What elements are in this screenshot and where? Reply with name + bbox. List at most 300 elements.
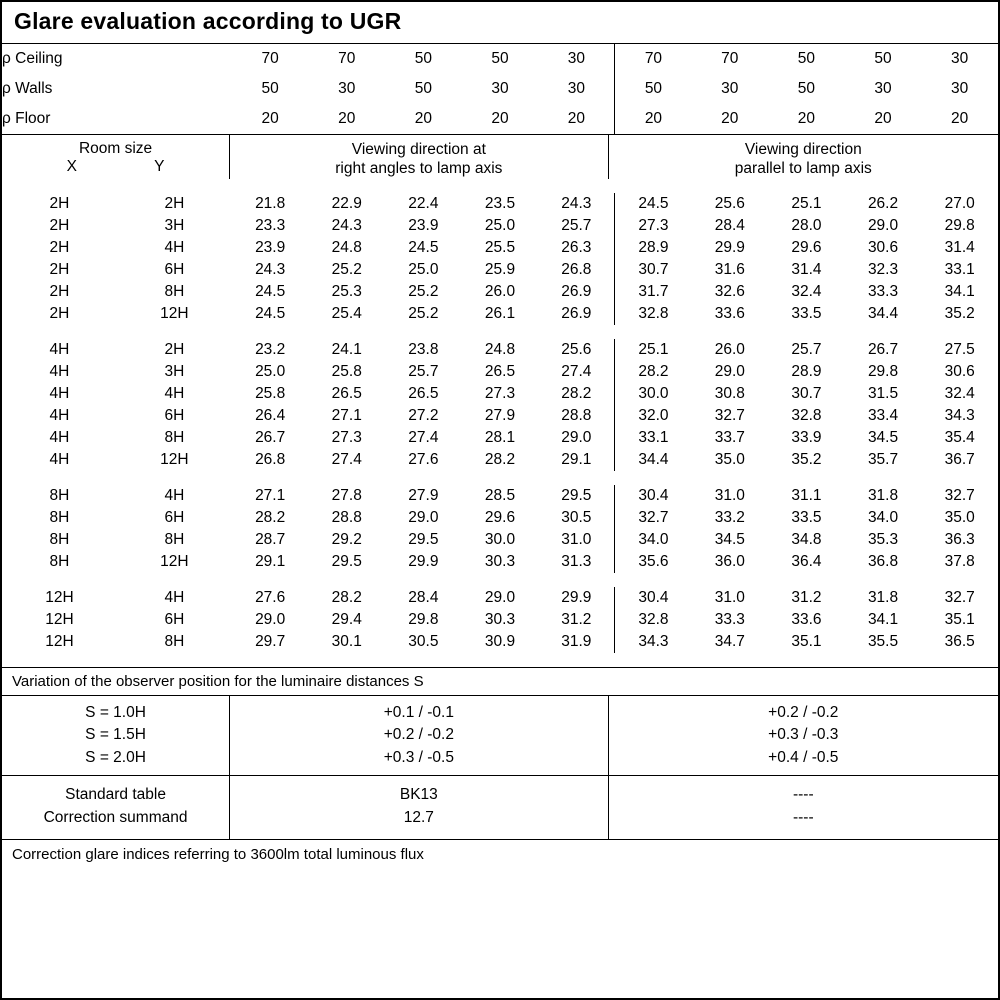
cell: 24.1 (331, 340, 362, 358)
rho-walls-v3: 50 (414, 80, 432, 97)
cell: 32.4 (791, 282, 822, 300)
cell: 29.6 (484, 508, 516, 526)
correction-perpendicular: 12.7 (403, 808, 434, 826)
table-row (2, 361, 998, 383)
standard-parallel (608, 776, 998, 839)
cell: 22.9 (331, 194, 362, 212)
cell: 24.3 (255, 260, 286, 278)
cell: 33.6 (714, 304, 745, 322)
rho-floor-label: ρ Floor (2, 110, 51, 127)
cell: 27.3 (615, 215, 692, 237)
cell: 28.2 (615, 361, 692, 383)
variation-par-3: +0.4 / -0.5 (768, 748, 839, 766)
cell: 32.7 (615, 507, 692, 529)
cell: 27.4 (331, 450, 362, 468)
cell: 27.8 (331, 486, 362, 504)
standard-table-block (2, 776, 998, 839)
room-size-header (2, 135, 229, 179)
cell: 29.0 (408, 508, 439, 526)
cell: 25.8 (331, 362, 362, 380)
cell: 33.5 (791, 508, 822, 526)
cell: 30.3 (484, 610, 516, 628)
table-row (2, 609, 998, 631)
cell: 23.2 (255, 340, 286, 358)
cell: 35.2 (944, 304, 975, 322)
cell: 27.0 (944, 194, 975, 212)
cell: 33.5 (791, 304, 822, 322)
rho-floor-v2: 20 (338, 110, 356, 127)
cell: 32.8 (791, 406, 822, 424)
cell: 29.0 (867, 216, 899, 234)
cell: 30.3 (484, 552, 516, 570)
cell: 26.3 (561, 238, 592, 256)
table-row (2, 405, 998, 427)
row-y: 6H (164, 260, 185, 278)
cell: 31.8 (867, 486, 899, 504)
standard-table-parallel: ---- (792, 786, 814, 804)
cell: 34.0 (867, 508, 899, 526)
variation-perp-2: +0.2 / -0.2 (383, 726, 454, 744)
variation-perp-3: +0.3 / -0.5 (383, 748, 454, 766)
cell: 34.7 (714, 632, 745, 650)
cell: 36.5 (944, 632, 975, 650)
row-x: 4H (49, 340, 70, 358)
standard-table-label: Standard table (65, 786, 166, 804)
cell: 25.3 (331, 282, 362, 300)
variation-label-2: S = 1.5H (85, 726, 146, 744)
row-y: 3H (164, 362, 185, 380)
cell: 29.2 (331, 530, 362, 548)
cell: 24.5 (408, 238, 439, 256)
row-y: 4H (164, 486, 185, 504)
cell: 35.5 (867, 632, 899, 650)
correction-summand-label: Correction summand (43, 808, 188, 826)
viewing-direction-parallel-header (608, 135, 998, 179)
rho-floor-v4: 20 (491, 110, 509, 127)
room-size-y-label: Y (154, 158, 165, 175)
row-x: 12H (45, 588, 74, 606)
cell: 32.4 (944, 384, 975, 402)
cell: 31.2 (561, 610, 592, 628)
cell: 28.9 (791, 362, 822, 380)
cell: 31.7 (615, 281, 692, 303)
rho-walls-v1: 50 (261, 80, 279, 97)
cell: 31.0 (714, 588, 745, 606)
cell: 26.7 (867, 340, 899, 358)
cell: 35.2 (791, 450, 822, 468)
reflectance-table (2, 44, 998, 134)
table-row (2, 427, 998, 449)
row-x: 12H (45, 610, 74, 628)
cell: 36.0 (714, 552, 745, 570)
cell: 30.4 (615, 485, 692, 507)
direction-1-line-1: Viewing direction at (351, 141, 486, 158)
cell: 26.2 (867, 194, 899, 212)
cell: 35.4 (944, 428, 975, 446)
cell: 34.8 (791, 530, 822, 548)
cell: 29.0 (484, 588, 516, 606)
variation-perpendicular (229, 696, 607, 775)
rho-walls-v7: 30 (721, 80, 739, 97)
row-x: 4H (49, 450, 70, 468)
row-y: 8H (164, 632, 185, 650)
cell: 22.4 (408, 194, 439, 212)
cell: 28.9 (615, 237, 692, 259)
variation-par-1: +0.2 / -0.2 (768, 703, 839, 721)
table-row (2, 74, 998, 104)
rho-walls-label: ρ Walls (2, 80, 53, 97)
cell: 35.6 (615, 551, 692, 573)
cell: 25.0 (255, 362, 286, 380)
cell: 25.0 (484, 216, 516, 234)
spacer (2, 325, 998, 339)
spacer (2, 653, 998, 667)
rho-ceiling-v6: 70 (615, 44, 692, 74)
row-x: 2H (49, 304, 70, 322)
cell: 27.4 (561, 362, 592, 380)
table-row (2, 237, 998, 259)
cell: 27.6 (408, 450, 439, 468)
cell: 29.9 (408, 552, 439, 570)
table-row (2, 339, 998, 361)
cell: 29.9 (561, 588, 592, 606)
row-x: 12H (45, 632, 74, 650)
cell: 25.2 (408, 282, 439, 300)
rho-ceiling-v1: 70 (261, 50, 279, 67)
cell: 28.4 (714, 216, 745, 234)
cell: 26.0 (484, 282, 516, 300)
cell: 32.6 (714, 282, 745, 300)
row-x: 4H (49, 428, 70, 446)
rho-walls-v10: 30 (951, 80, 969, 97)
cell: 29.4 (331, 610, 362, 628)
cell: 24.8 (331, 238, 362, 256)
cell: 31.5 (867, 384, 899, 402)
rho-floor-v5: 20 (567, 110, 585, 127)
cell: 31.4 (791, 260, 822, 278)
cell: 29.0 (255, 610, 286, 628)
cell: 34.0 (615, 529, 692, 551)
cell: 25.6 (714, 194, 745, 212)
spacer (2, 179, 998, 193)
row-x: 2H (49, 216, 70, 234)
cell: 34.1 (867, 610, 899, 628)
cell: 32.3 (867, 260, 899, 278)
row-x: 8H (49, 508, 70, 526)
direction-1-line-2: right angles to lamp axis (335, 160, 503, 178)
cell: 35.3 (867, 530, 899, 548)
cell: 29.0 (714, 362, 745, 380)
cell: 37.8 (944, 552, 975, 570)
viewing-direction-perpendicular-header (229, 135, 607, 179)
cell: 31.2 (791, 588, 822, 606)
cell: 33.4 (867, 406, 899, 424)
cell: 31.8 (867, 588, 899, 606)
row-y: 4H (164, 238, 185, 256)
cell: 30.4 (615, 587, 692, 609)
variation-perp-1: +0.1 / -0.1 (383, 703, 454, 721)
room-size-label: Room size (78, 140, 153, 157)
rho-floor-v6: 20 (615, 104, 692, 134)
cell: 29.8 (867, 362, 899, 380)
cell: 27.9 (408, 486, 439, 504)
correction-parallel: ---- (792, 808, 814, 826)
cell: 34.3 (944, 406, 975, 424)
room-size-x-label: X (66, 158, 77, 175)
row-y: 3H (164, 216, 185, 234)
variation-note: Variation of the observer position for the luminaire distances S (12, 672, 424, 690)
rho-ceiling-v2: 70 (338, 50, 356, 67)
rho-walls-v9: 30 (874, 80, 892, 97)
table-row (2, 507, 998, 529)
cell: 28.1 (484, 428, 516, 446)
cell: 29.5 (561, 486, 592, 504)
cell: 29.0 (561, 428, 592, 446)
cell: 29.5 (408, 530, 439, 548)
cell: 28.2 (255, 508, 286, 526)
cell: 25.5 (484, 238, 516, 256)
row-x: 8H (49, 530, 70, 548)
cell: 23.9 (408, 216, 439, 234)
rho-walls-v6: 50 (615, 74, 692, 104)
cell: 31.3 (561, 552, 592, 570)
cell: 28.8 (331, 508, 362, 526)
row-x: 2H (49, 282, 70, 300)
cell: 26.8 (255, 450, 286, 468)
cell: 24.5 (615, 193, 692, 215)
cell: 23.9 (255, 238, 286, 256)
standard-table-perpendicular: BK13 (399, 786, 438, 804)
direction-2-line-1: Viewing direction (744, 141, 862, 158)
cell: 25.8 (255, 384, 286, 402)
spacer (2, 471, 998, 485)
row-y: 12H (160, 304, 189, 322)
rho-walls-v5: 30 (567, 80, 585, 97)
cell: 33.1 (944, 260, 975, 278)
rho-ceiling-v5: 30 (567, 50, 585, 67)
table-row (2, 587, 998, 609)
table-row (2, 383, 998, 405)
cell: 24.3 (331, 216, 362, 234)
rho-ceiling-label: ρ Ceiling (2, 50, 63, 67)
cell: 32.8 (615, 303, 692, 325)
cell: 33.1 (615, 427, 692, 449)
cell: 25.9 (484, 260, 516, 278)
cell: 25.6 (561, 340, 592, 358)
cell: 27.6 (255, 588, 286, 606)
cell: 30.6 (867, 238, 899, 256)
cell: 34.3 (615, 631, 692, 653)
cell: 25.2 (331, 260, 362, 278)
rho-ceiling-v4: 50 (491, 50, 509, 67)
cell: 27.1 (255, 486, 286, 504)
cell: 29.8 (944, 216, 975, 234)
cell: 34.1 (944, 282, 975, 300)
table-row (2, 631, 998, 653)
rho-floor-v1: 20 (261, 110, 279, 127)
rho-walls-v4: 30 (491, 80, 509, 97)
cell: 27.1 (331, 406, 362, 424)
cell: 25.4 (331, 304, 362, 322)
cell: 34.5 (714, 530, 745, 548)
cell: 24.5 (255, 282, 286, 300)
cell: 30.5 (561, 508, 592, 526)
cell: 25.2 (408, 304, 439, 322)
cell: 35.1 (791, 632, 822, 650)
table-row (2, 215, 998, 237)
cell: 30.9 (484, 632, 516, 650)
cell: 25.1 (791, 194, 822, 212)
row-y: 8H (164, 530, 185, 548)
row-y: 6H (164, 406, 185, 424)
cell: 25.7 (408, 362, 439, 380)
cell: 30.5 (408, 632, 439, 650)
standard-labels (2, 776, 229, 839)
cell: 36.3 (944, 530, 975, 548)
standard-perpendicular (229, 776, 607, 839)
cell: 29.6 (791, 238, 822, 256)
cell: 25.7 (561, 216, 592, 234)
table-row (2, 485, 998, 507)
cell: 29.5 (331, 552, 362, 570)
cell: 24.3 (561, 194, 592, 212)
cell: 36.8 (867, 552, 899, 570)
cell: 31.6 (714, 260, 745, 278)
cell: 31.1 (791, 486, 822, 504)
rho-floor-v8: 20 (797, 110, 816, 127)
cell: 30.0 (615, 383, 692, 405)
rho-ceiling-v7: 70 (721, 50, 739, 67)
cell: 34.5 (867, 428, 899, 446)
direction-2-line-2: parallel to lamp axis (734, 160, 872, 178)
cell: 33.9 (791, 428, 822, 446)
row-y: 12H (160, 552, 189, 570)
cell: 34.4 (867, 304, 899, 322)
row-y: 6H (164, 610, 185, 628)
cell: 33.2 (714, 508, 745, 526)
variation-label-1: S = 1.0H (85, 703, 146, 721)
row-y: 4H (164, 384, 185, 402)
variation-table (2, 696, 998, 775)
cell: 28.8 (561, 406, 592, 424)
rho-ceiling-v8: 50 (797, 50, 816, 67)
cell: 26.5 (484, 362, 516, 380)
cell: 28.2 (484, 450, 516, 468)
cell: 26.9 (561, 304, 592, 322)
variation-parallel (608, 696, 998, 775)
row-x: 2H (49, 260, 70, 278)
rho-floor-v10: 20 (951, 110, 969, 127)
cell: 26.5 (331, 384, 362, 402)
cell: 31.4 (944, 238, 975, 256)
rho-ceiling-v9: 50 (874, 50, 892, 67)
cell: 29.7 (255, 632, 286, 650)
cell: 31.0 (714, 486, 745, 504)
row-x: 4H (49, 406, 70, 424)
cell: 30.6 (944, 362, 975, 380)
cell: 30.8 (714, 384, 745, 402)
row-x: 8H (49, 486, 70, 504)
cell: 27.4 (408, 428, 439, 446)
cell: 36.7 (944, 450, 975, 468)
row-y: 8H (164, 282, 185, 300)
cell: 26.0 (714, 340, 745, 358)
row-y: 2H (164, 340, 185, 358)
row-x: 4H (49, 384, 70, 402)
variation-par-2: +0.3 / -0.3 (768, 726, 839, 744)
cell: 27.9 (484, 406, 516, 424)
row-y: 6H (164, 508, 185, 526)
cell: 29.9 (714, 238, 745, 256)
cell: 30.0 (484, 530, 516, 548)
table-row (2, 281, 998, 303)
page-title: Glare evaluation according to UGR (14, 8, 402, 34)
rho-ceiling-v3: 50 (414, 50, 432, 67)
cell: 28.4 (408, 588, 439, 606)
cell: 30.7 (615, 259, 692, 281)
cell: 28.0 (791, 216, 822, 234)
cell: 24.8 (484, 340, 516, 358)
cell: 35.0 (714, 450, 745, 468)
cell: 36.4 (791, 552, 822, 570)
cell: 32.0 (615, 405, 692, 427)
table-row (2, 303, 998, 325)
cell: 29.1 (561, 450, 592, 468)
ugr-values-table (2, 179, 998, 667)
cell: 28.7 (255, 530, 286, 548)
cell: 29.1 (255, 552, 286, 570)
cell: 27.3 (484, 384, 516, 402)
cell: 27.2 (408, 406, 439, 424)
cell: 32.8 (615, 609, 692, 631)
cell: 23.3 (255, 216, 286, 234)
cell: 34.4 (615, 449, 692, 471)
rho-walls-v2: 30 (338, 80, 356, 97)
row-y: 8H (164, 428, 185, 446)
cell: 26.9 (561, 282, 592, 300)
table-row (2, 551, 998, 573)
rho-floor-v3: 20 (414, 110, 432, 127)
row-y: 4H (164, 588, 185, 606)
cell: 35.0 (944, 508, 975, 526)
variation-labels (2, 696, 229, 775)
cell: 26.5 (408, 384, 439, 402)
rho-floor-v9: 20 (874, 110, 892, 127)
cell: 35.7 (867, 450, 899, 468)
row-x: 2H (49, 238, 70, 256)
cell: 27.3 (331, 428, 362, 446)
cell: 32.7 (944, 588, 975, 606)
rho-walls-v8: 50 (797, 80, 816, 97)
table-row (2, 44, 998, 74)
cell: 28.2 (561, 384, 592, 402)
column-headers (2, 135, 998, 179)
table-row (2, 104, 998, 134)
cell: 25.0 (408, 260, 439, 278)
row-y: 2H (164, 194, 185, 212)
rho-ceiling-v10: 30 (951, 50, 969, 67)
variation-label-3: S = 2.0H (85, 748, 146, 766)
cell: 32.7 (944, 486, 975, 504)
cell: 30.7 (791, 384, 822, 402)
row-y: 12H (160, 450, 189, 468)
table-row (2, 259, 998, 281)
row-x: 4H (49, 362, 70, 380)
cell: 26.4 (255, 406, 286, 424)
table-row (2, 449, 998, 471)
cell: 32.7 (714, 406, 745, 424)
table-row (2, 193, 998, 215)
